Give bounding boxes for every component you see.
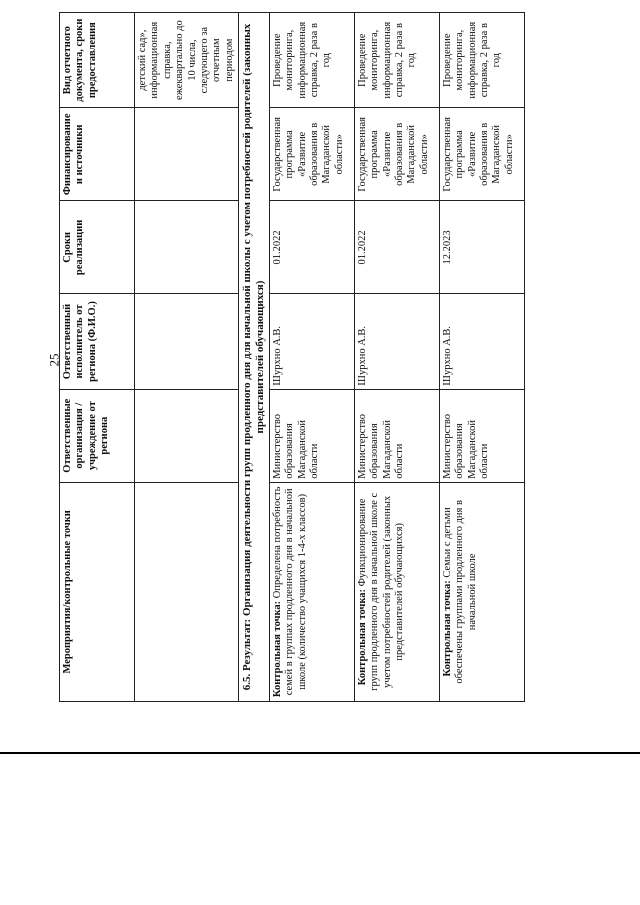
row-org: Министерство образования Магаданской области <box>269 389 354 482</box>
carry-c2 <box>135 389 239 482</box>
carry-c6: детский сад», информационная справка, ежеквартально до 10 числа, следующего за отчетным периодом <box>135 13 239 108</box>
page-number: 25 <box>46 353 62 367</box>
row-activity: Контрольная точка: Функционирование групп продленного дня в начальной школе с учетом потребностей родителей (законных представителей обучающихся) <box>354 482 439 701</box>
carry-over-row <box>135 13 239 702</box>
section-row <box>239 13 270 702</box>
row-org: Министерство образования Магаданской области <box>439 389 524 482</box>
carry-c1 <box>135 482 239 701</box>
table-row <box>269 13 354 702</box>
row-report: Проведение мониторинга, информационная справка, 2 раза в год <box>354 13 439 108</box>
header-deadlines: Сроки реализации <box>60 201 135 294</box>
header-financing: Финансирование и источники <box>60 108 135 201</box>
row-deadline: 01.2022 <box>269 201 354 294</box>
table-row <box>439 13 524 702</box>
carry-c4 <box>135 201 239 294</box>
row-deadline: 12.2023 <box>439 201 524 294</box>
plan-table <box>59 12 525 702</box>
row-person: Шурхно А.В. <box>354 294 439 389</box>
row-deadline: 01.2022 <box>354 201 439 294</box>
row-financing: Государственная программа «Развитие образования в Магаданской области» <box>269 108 354 201</box>
carry-c5 <box>135 108 239 201</box>
row-activity: Контрольная точка: Семьи с детьми обеспечены группами продленного дня в начальной школе <box>439 482 524 701</box>
row-financing: Государственная программа «Развитие образования в Магаданской области» <box>354 108 439 201</box>
header-report-type: Вид отчетного документа, сроки предоставления <box>60 13 135 108</box>
row-report: Проведение мониторинга, информационная справка, 2 раза в год <box>439 13 524 108</box>
horizontal-divider <box>0 752 640 754</box>
carry-c3 <box>135 294 239 389</box>
table-row <box>354 13 439 702</box>
header-activities: Мероприятия/контрольные точки <box>60 482 135 701</box>
header-responsible-person: Ответственный исполнитель от региона (Ф.И.О.) <box>60 294 135 389</box>
row-financing: Государственная программа «Развитие образования в Магаданской области» <box>439 108 524 201</box>
row-person: Шурхно А.В. <box>269 294 354 389</box>
row-activity: Контрольная точка: Определена потребность семей в группах продленного дня в начальной школе (количество учащихся 1-4-х классов) <box>269 482 354 701</box>
row-report: Проведение мониторинга, информационная справка, 2 раза в год <box>269 13 354 108</box>
row-org: Министерство образования Магаданской области <box>354 389 439 482</box>
header-row <box>60 13 135 702</box>
rotated-page <box>59 12 541 702</box>
header-responsible-org: Ответственные организация / учреждение от региона <box>60 389 135 482</box>
section-title: 6.5. Результат: Организация деятельности групп продленного дня для начальной школы с учетом потребностей родителей (законных представителей обучающихся) <box>239 13 270 702</box>
row-person: Шурхно А.В. <box>439 294 524 389</box>
